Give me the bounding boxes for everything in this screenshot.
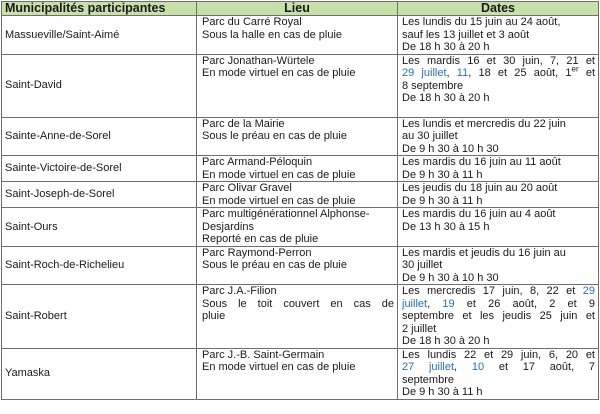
location-cell: Parc Armand-Péloquin En mode virtuel en cas de pluie	[197, 156, 398, 182]
header-row	[2, 2, 599, 16]
municipality-cell: Sainte-Anne-de-Sorel	[2, 117, 197, 156]
location-cell: Parc Olivar Gravel En mode virtuel en cas de pluie	[197, 182, 398, 208]
highlighted-date: 19	[442, 297, 455, 310]
location-cell: Parc J.A.-Filion Sous le toit couvert en cas de pluie	[197, 285, 398, 349]
location-cell: Parc multigénérationnel Alphonse- Desjardins Reporté en cas de pluie	[197, 208, 398, 247]
municipality-cell: Saint-David	[2, 54, 197, 117]
schedule-table	[1, 1, 599, 400]
municipality-cell: Saint-Robert	[2, 285, 197, 349]
dates-cell: Les mardis et jeudis du 16 juin au 30 juillet De 9 h 30 à 10 h 30	[398, 246, 599, 285]
dates-cell: Les mardis du 16 juin au 11 août De 9 h 30 à 11 h	[398, 156, 599, 182]
municipality-cell: Saint-Joseph-de-Sorel	[2, 182, 197, 208]
dates-cell: Les mardis 16 et 30 juin, 7, 21 et 29 juillet, 11, 18 et 25 août, 1er et 8 septembre De 18 h 30 à 20 h	[398, 54, 599, 117]
municipality-cell: Sainte-Victoire-de-Sorel	[2, 156, 197, 182]
table-row	[2, 348, 599, 399]
dates-cell: Les lundis du 15 juin au 24 août, sauf les 13 juillet et 3 août De 18 h 30 à 20 h	[398, 16, 599, 55]
location-cell: Parc Raymond-Perron Sous le préau en cas de pluie	[197, 246, 398, 285]
table-row	[2, 54, 599, 117]
header-dates: Dates	[398, 2, 599, 16]
highlighted-date: 11	[456, 67, 469, 79]
dates-cell: Les jeudis du 18 juin au 20 août De 9 h 30 à 11 h	[398, 182, 599, 208]
table-row	[2, 117, 599, 156]
table-row	[2, 285, 599, 349]
municipality-cell: Massueville/Saint-Aimé	[2, 16, 197, 55]
dates-cell: Les mercredis 17 juin, 8, 22 et 29 juillet, 19 et 26 août, 2 et 9 septembre et les jeudis 25 juin et 2 juillet De 18 h 30 à 20 h	[398, 285, 599, 349]
municipality-cell: Saint-Roch-de-Richelieu	[2, 246, 197, 285]
table-row	[2, 246, 599, 285]
location-cell: Parc Jonathan-Würtele En mode virtuel en cas de pluie	[197, 54, 398, 117]
header-location: Lieu	[197, 2, 398, 16]
location-cell: Parc de la Mairie Sous le préau en cas de pluie	[197, 117, 398, 156]
table-row	[2, 182, 599, 208]
location-cell: Parc du Carré Royal Sous la halle en cas de pluie	[197, 16, 398, 55]
location-cell: Parc J.-B. Saint-Germain En mode virtuel en cas de pluie	[197, 348, 398, 399]
table-row	[2, 156, 599, 182]
municipality-cell: Yamaska	[2, 348, 197, 399]
dates-cell: Les lundis 22 et 29 juin, 6, 20 et 27 juillet, 10 et 17 août, 7 septembre De 9 h 30 à 11 h	[398, 348, 599, 399]
municipality-cell: Saint-Ours	[2, 208, 197, 247]
highlighted-date: juillet	[402, 297, 428, 310]
highlighted-date: 29 juillet	[402, 67, 447, 79]
dates-cell: Les mardis du 16 juin au 4 août De 13 h 30 à 15 h	[398, 208, 599, 247]
table-row	[2, 208, 599, 247]
table-row	[2, 16, 599, 55]
header-municipalities: Municipalités participantes	[2, 2, 197, 16]
highlighted-date: 10	[471, 361, 485, 373]
highlighted-date: 29	[582, 285, 595, 297]
dates-cell: Les lundis et mercredis du 22 juin au 30 juillet De 9 h 30 à 10 h 30	[398, 117, 599, 156]
highlighted-date: 27 juillet	[402, 361, 455, 373]
